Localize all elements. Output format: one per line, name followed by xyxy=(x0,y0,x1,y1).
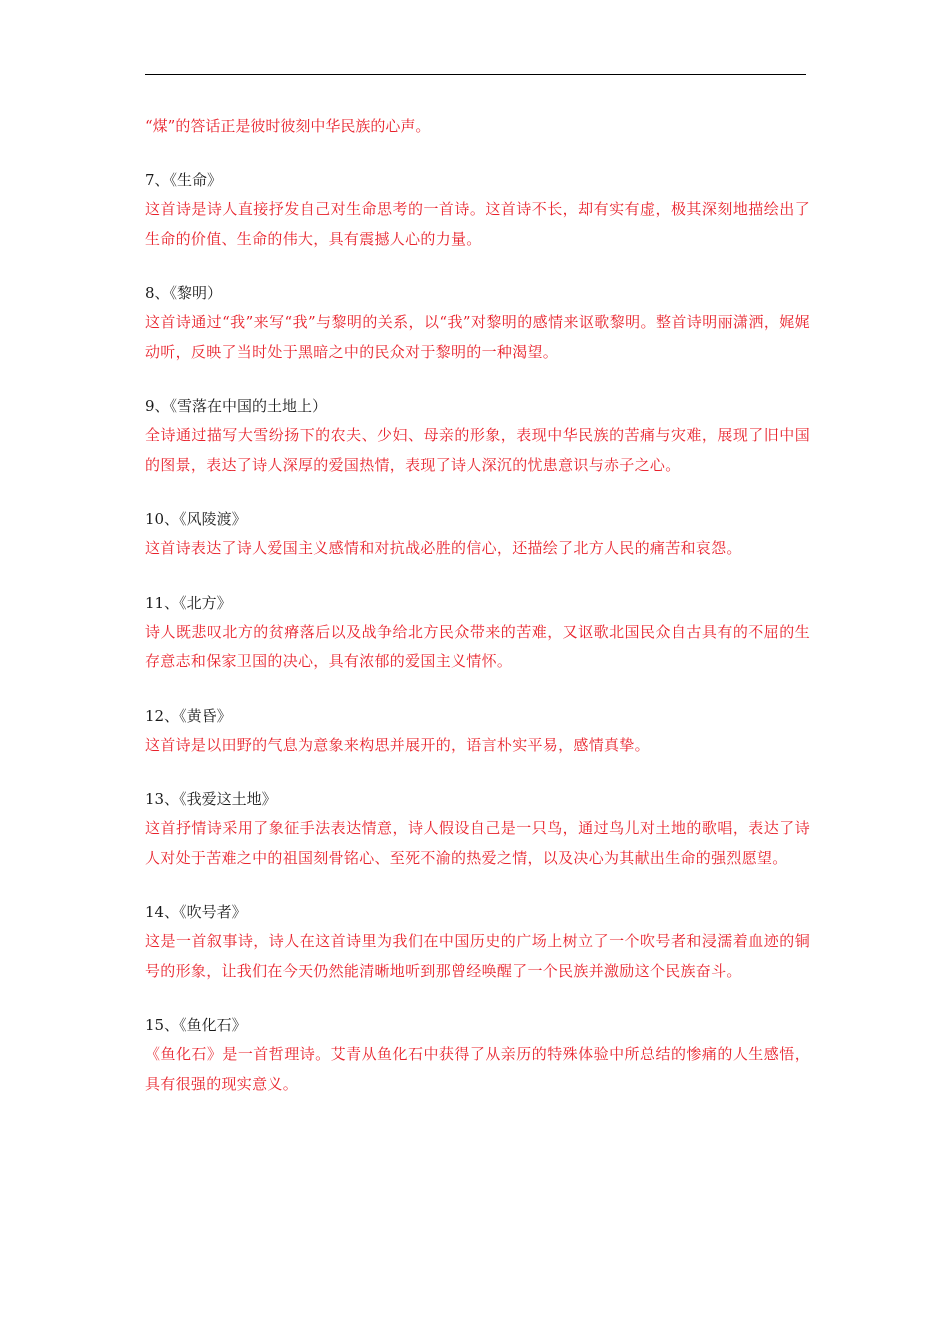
entry-title: 《鱼化石》 xyxy=(179,1016,247,1034)
entry-body: 这首抒情诗采用了象征手法表达情意，诗人假设自己是一只鸟，通过鸟儿对土地的歌唱，表达了诗人对处于苦难之中的祖国刻骨铭心、至死不渝的热爱之情，以及决心为其献出生命的强烈愿望。 xyxy=(145,819,810,867)
entry-10 xyxy=(145,505,810,564)
entry-number: 8、 xyxy=(145,284,170,302)
entry-title: 《黄昏》 xyxy=(179,706,232,725)
entry-13 xyxy=(145,785,810,873)
entry-body: 这是一首叙事诗，诗人在这首诗里为我们在中国历史的广场上树立了一个吹号者和浸濡着血迹的铜号的形象，让我们在今天仍然能清晰地听到那曾经唤醒了一个民族并激励这个民族奋斗。 xyxy=(145,932,810,980)
entry-title: 《风陵渡》 xyxy=(179,510,247,528)
entry-9 xyxy=(145,392,810,480)
entry-body: 诗人既悲叹北方的贫瘠落后以及战争给北方民众带来的苦难，又讴歌北国民众自古具有的不屈的生存意志和保家卫国的决心，具有浓郁的爱国主义情怀。 xyxy=(145,622,810,670)
entry-heading xyxy=(145,785,810,814)
entry-heading xyxy=(145,392,810,421)
entry-title: 《生命》 xyxy=(169,171,223,189)
entry-8 xyxy=(145,279,810,367)
header-rule xyxy=(145,74,806,75)
entry-body: 《鱼化石》是一首哲理诗。艾青从鱼化石中获得了从亲历的特殊体验中所总结的惨痛的人生感悟，具有很强的现实意义。 xyxy=(145,1045,810,1093)
entry-body: 这首诗通过“我”来写“我”与黎明的关系，以“我”对黎明的感情来讴歌黎明。整首诗明丽潇洒，娓娓动听，反映了当时处于黑暗之中的民众对于黎明的一种渴望。 xyxy=(145,313,810,361)
entry-heading xyxy=(145,898,810,927)
entry-title: 《我爱这土地》 xyxy=(179,790,277,808)
document-content xyxy=(145,112,810,1124)
entry-11 xyxy=(145,589,810,677)
entry-number: 11、 xyxy=(145,593,180,612)
entry-15 xyxy=(145,1011,810,1099)
entry-number: 14、 xyxy=(145,903,180,921)
entry-body: 全诗通过描写大雪纷扬下的农夫、少妇、母亲的形象，表现中华民族的苦痛与灾难，展现了旧中国的图景，表达了诗人深厚的爱国热情，表现了诗人深沉的忧患意识与赤子之心。 xyxy=(145,426,810,474)
entry-12 xyxy=(145,702,810,761)
entry-body: 这首诗是以田野的气息为意象来构思并展开的，语言朴实平易，感情真挚。 xyxy=(145,735,650,754)
entry-heading xyxy=(145,279,810,308)
entry-number: 9、 xyxy=(145,397,170,415)
entry-heading xyxy=(145,166,810,195)
entry-number: 13、 xyxy=(145,790,180,808)
entry-number: 7、 xyxy=(145,171,170,189)
entry-title: 《黎明） xyxy=(169,284,223,302)
entry-number: 10、 xyxy=(145,510,180,528)
entry-heading xyxy=(145,505,810,534)
entry-14 xyxy=(145,898,810,986)
entry-body: 这首诗是诗人直接抒发自己对生命思考的一首诗。这首诗不长，却有实有虚，极其深刻地描绘出了生命的价值、生命的伟大，具有震撼人心的力量。 xyxy=(145,200,810,248)
entry-number: 15、 xyxy=(145,1016,180,1034)
entry-7 xyxy=(145,166,810,254)
entry-heading xyxy=(145,1011,810,1040)
entry-title: 《北方》 xyxy=(179,593,232,612)
entry-heading xyxy=(145,589,810,618)
intro-paragraph: “煤”的答话正是彼时彼刻中华民族的心声。 xyxy=(145,117,431,135)
entry-body: 这首诗表达了诗人爱国主义感情和对抗战必胜的信心，还描绘了北方人民的痛苦和哀怨。 xyxy=(145,539,742,557)
entry-heading xyxy=(145,702,810,731)
entry-number: 12、 xyxy=(145,706,180,725)
entry-title: 《雪落在中国的土地上） xyxy=(169,397,328,415)
entry-title: 《吹号者》 xyxy=(179,903,247,921)
